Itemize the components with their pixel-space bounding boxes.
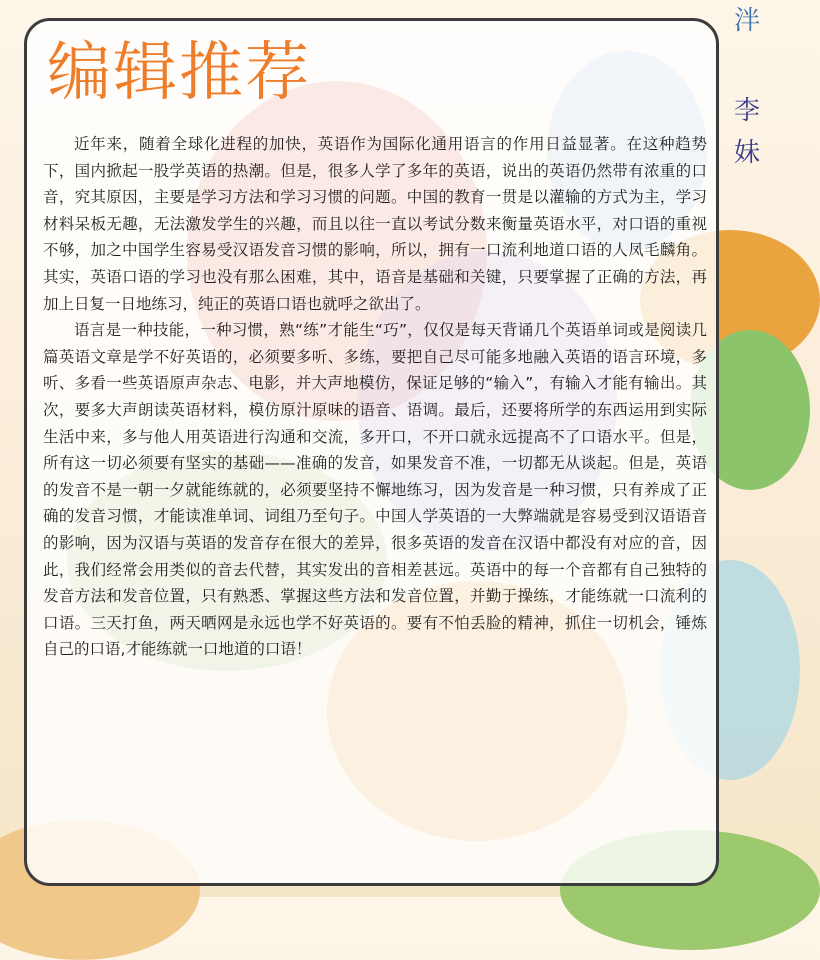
- edge-text-fragment: 泮: [734, 6, 761, 36]
- editor-recommendation-card: [24, 18, 719, 886]
- card-title: 编辑推荐: [47, 36, 311, 110]
- edge-text-fragment: 妹: [734, 138, 761, 168]
- paragraph: 近年来，随着全球化进程的加快，英语作为国际化通用语言的作用日益显著。在这种趋势下，国内掀起一股学英语的热潮。但是，很多人学了多年的英语，说出的英语仍然带有浓重的口音，究其原因，主要是学习方法和学习习惯的问题。中国的教育一贯是以灌输的方式为主，学习材料呆板无趣，无法激发学生的兴趣，而且以往一直以考试分数来衡量英语水平，对口语的重视不够，加之中国学生容易受汉语发音习惯的影响，所以，拥有一口流利地道口语的人凤毛麟角。其实，英语口语的学习也没有那么困难，其中，语音是基础和关键，只要掌握了正确的方法，再加上日复一日地练习，纯正的英语口语也就呼之欲出了。: [43, 135, 707, 313]
- paragraph: 语言是一种技能，一种习惯，熟“练”才能生“巧”，仅仅是每天背诵几个英语单词或是阅读几篇英语文章是学不好英语的，必须要多听、多练，要把自己尽可能多地融入英语的语言环境，多听、多看一些英语原声杂志、电影，并大声地模仿，保证足够的“输入”，有输入才能有输出。其次，要多大声朗读英语材料，模仿原汁原味的语音、语调。最后，还要将所学的东西运用到实际生活中来，多与他人用英语进行沟通和交流，多开口，不开口就永远提高不了口语水平。但是，所有这一切必须要有坚实的基础——准确的发音，如果发音不准，一切都无从谈起。但是，英语的发音不是一朝一夕就能练就的，必须要坚持不懈地练习，因为发音是一种习惯，只有养成了正确的发音习惯，才能读准单词、词组乃至句子。中国人学英语的一大弊端就是容易受到汉语语音的影响，因为汉语与英语的发音存在很大的差异，很多英语的发音在汉语中都没有对应的音，因此，我们经常会用类似的音去代替，其实发出的音相差甚远。英语中的每一个音都有自己独特的发音方法和发音位置，只有熟悉、掌握这些方法和发音位置，并勤于操练，才能练就一口流利的口语。三天打鱼，两天晒网是永远也学不好英语的。要有不怕丢脸的精神，抓住一切机会，锤炼自己的口语,才能练就一口地道的口语！: [43, 321, 707, 659]
- card-body: [43, 131, 707, 663]
- edge-text-fragment: 李: [734, 96, 761, 126]
